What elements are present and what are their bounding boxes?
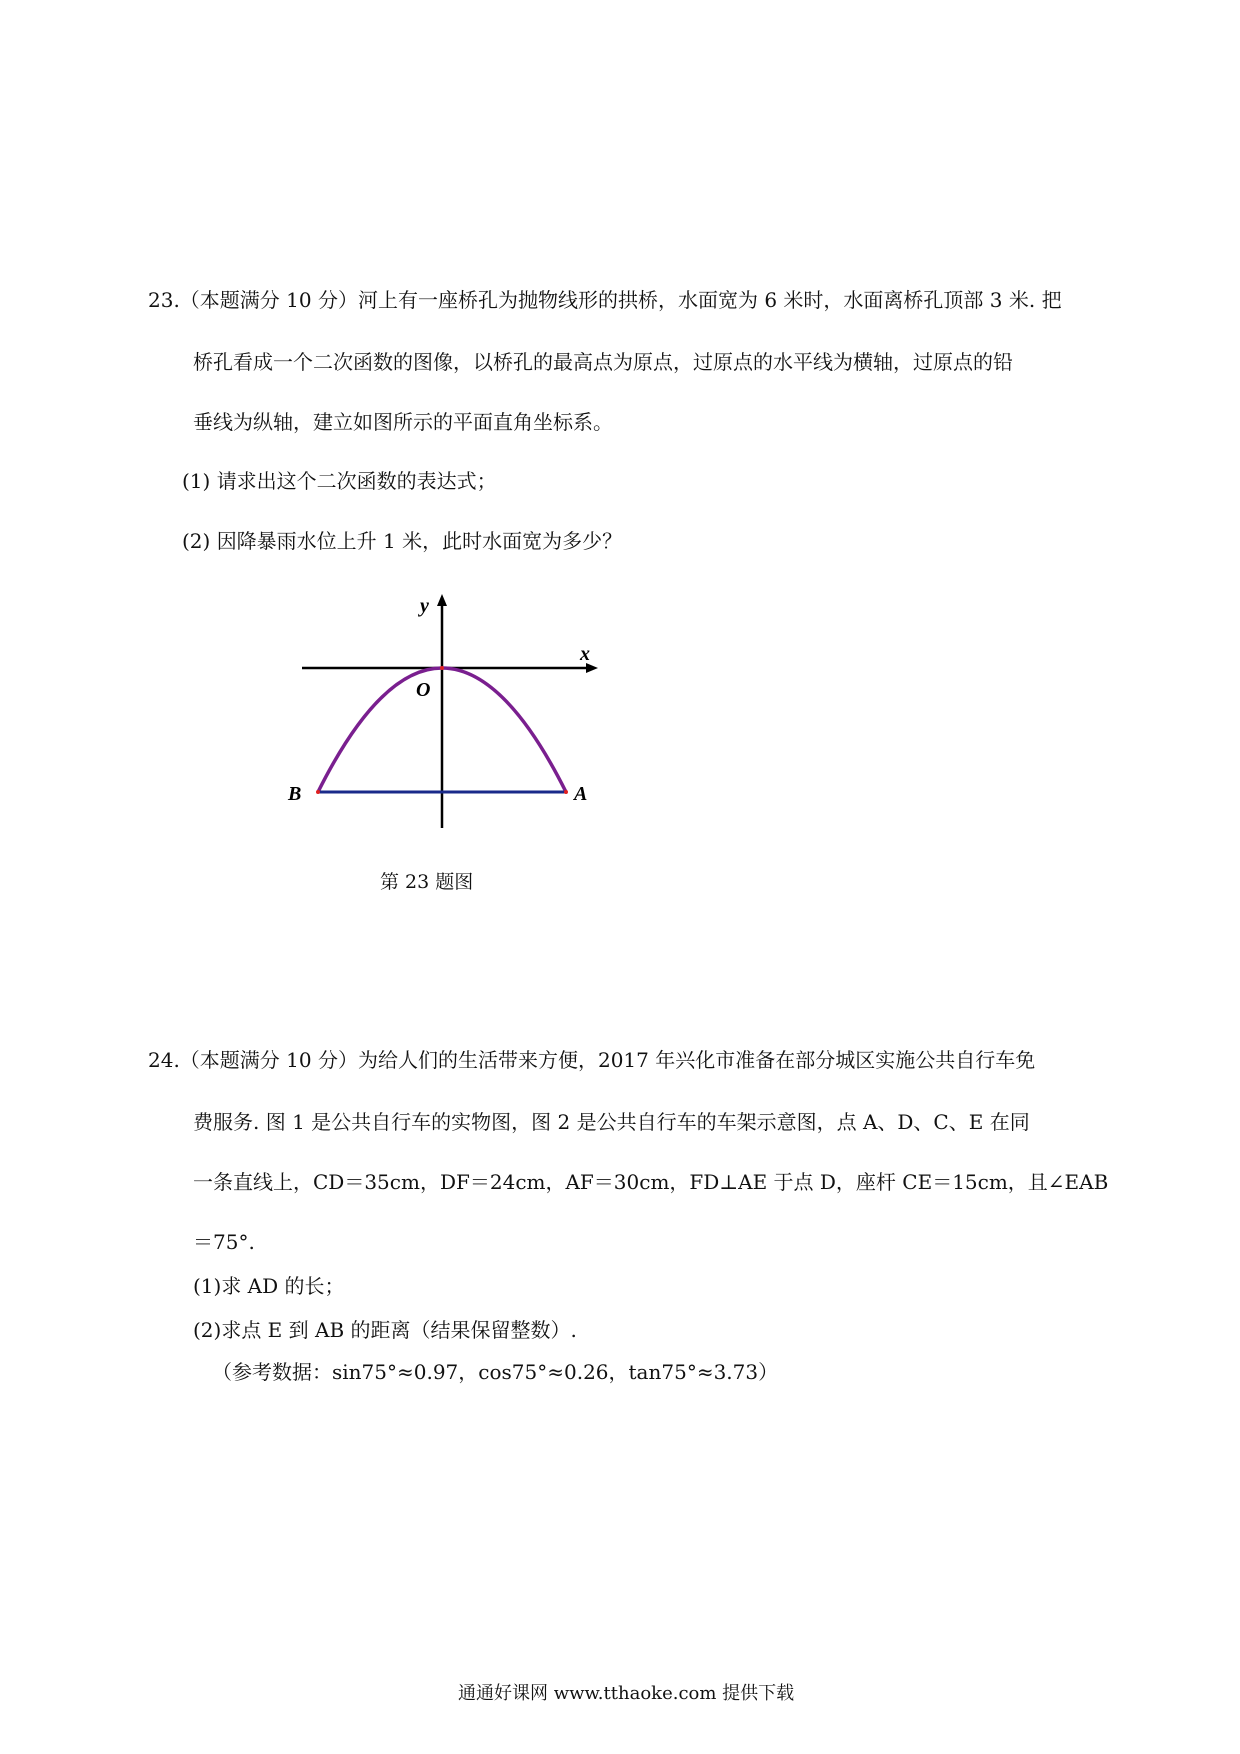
x-axis-label: x: [580, 643, 590, 665]
q23-line-1: 23.（本题满分 10 分）河上有一座桥孔为抛物线形的拱桥，水面宽为 6 米时，水面离桥孔顶部 3 米. 把: [148, 288, 1062, 312]
y-axis-label: y: [420, 595, 429, 617]
q24-line-4: ＝75°.: [193, 1230, 255, 1254]
parabola-bridge-figure: [280, 592, 610, 842]
figure-caption: 第 23 题图: [380, 871, 474, 893]
q24-subquestion-1: (1)求 AD 的长；: [193, 1274, 345, 1298]
point-a-label: A: [574, 783, 588, 805]
origin-mark: [440, 666, 444, 670]
point-a-mark: [564, 790, 568, 794]
q24-line-3: 一条直线上，CD＝35cm，DF＝24cm，AF＝30cm，FD⊥AE 于点 D，座杆 CE＝15cm，且∠EAB: [193, 1170, 1109, 1194]
page-footer: 通通好课网 www.tthaoke.com 提供下载: [458, 1683, 795, 1704]
point-b-mark: [316, 790, 320, 794]
q23-line-3: 垂线为纵轴，建立如图所示的平面直角坐标系。: [193, 410, 613, 434]
y-axis-arrow: [437, 594, 447, 606]
q24-line-1: 24.（本题满分 10 分）为给人们的生活带来方便，2017 年兴化市准备在部分城区实施公共自行车免: [148, 1048, 1036, 1072]
q24-reference-data: （参考数据：sin75°≈0.97，cos75°≈0.26，tan75°≈3.73）: [212, 1360, 779, 1384]
point-b-label: B: [288, 783, 302, 805]
q24-subquestion-2: (2)求点 E 到 AB 的距离（结果保留整数）.: [193, 1318, 577, 1342]
origin-label: O: [416, 679, 431, 701]
q23-line-2: 桥孔看成一个二次函数的图像，以桥孔的最高点为原点，过原点的水平线为横轴，过原点的铅: [193, 350, 1013, 374]
q23-subquestion-2: (2) 因降暴雨水位上升 1 米，此时水面宽为多少？: [182, 529, 623, 553]
q23-subquestion-1: (1) 请求出这个二次函数的表达式；: [182, 469, 497, 493]
q24-line-2: 费服务. 图 1 是公共自行车的实物图，图 2 是公共自行车的车架示意图，点 A、D、C、E 在同: [193, 1110, 1030, 1134]
